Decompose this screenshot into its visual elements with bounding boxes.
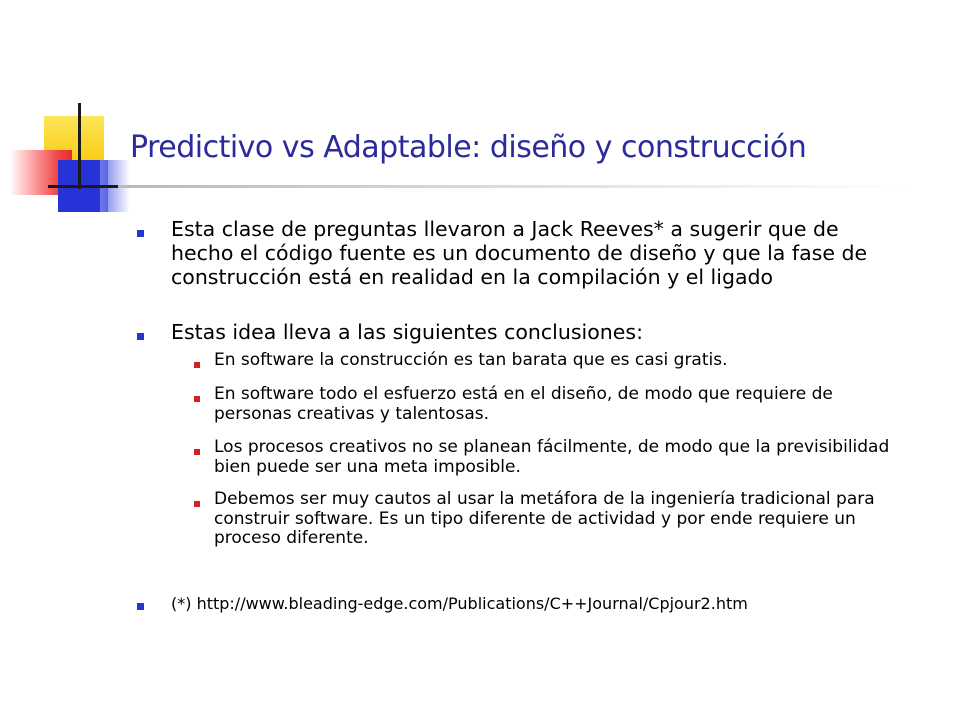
title-underline [118, 185, 910, 188]
sub-bullet-marker [194, 501, 200, 507]
sub-bullet-text: En software todo el esfuerzo está en el diseño, de modo que requiere de personas creativas y talentosas. [214, 384, 833, 424]
sub-bullet-marker [194, 449, 200, 455]
sub-bullet-text: Los procesos creativos no se planean fácilmente, de modo que la previsibilidad bien puede ser una meta imposible. [214, 437, 890, 477]
bullet-text: Estas idea lleva a las siguientes conclusiones: [171, 320, 643, 344]
sub-bullet-text: Debemos ser muy cautos al usar la metáfora de la ingeniería tradicional para construir software. Es un tipo diferente de actividad y por ende requiere un proceso diferente. [214, 489, 875, 548]
bullet-text: Esta clase de preguntas llevaron a Jack Reeves* a sugerir que de hecho el código fuente es un documento de diseño y que la fase de construcción está en realidad en la compilación y el ligado [171, 217, 868, 289]
slide-title: Predictivo vs Adaptable: diseño y construcción [130, 130, 807, 165]
sub-bullet-marker [194, 362, 200, 368]
bullet-marker [137, 230, 144, 237]
bullet-marker [137, 603, 144, 610]
reference-link[interactable]: (*) http://www.bleading-edge.com/Publications/C++Journal/Cpjour2.htm [171, 594, 748, 613]
corner-decoration [0, 0, 200, 230]
sub-bullet-marker [194, 396, 200, 402]
sub-bullet-text: En software la construcción es tan barata que es casi gratis. [214, 350, 728, 370]
bullet-marker [137, 333, 144, 340]
vertical-line [78, 103, 81, 189]
